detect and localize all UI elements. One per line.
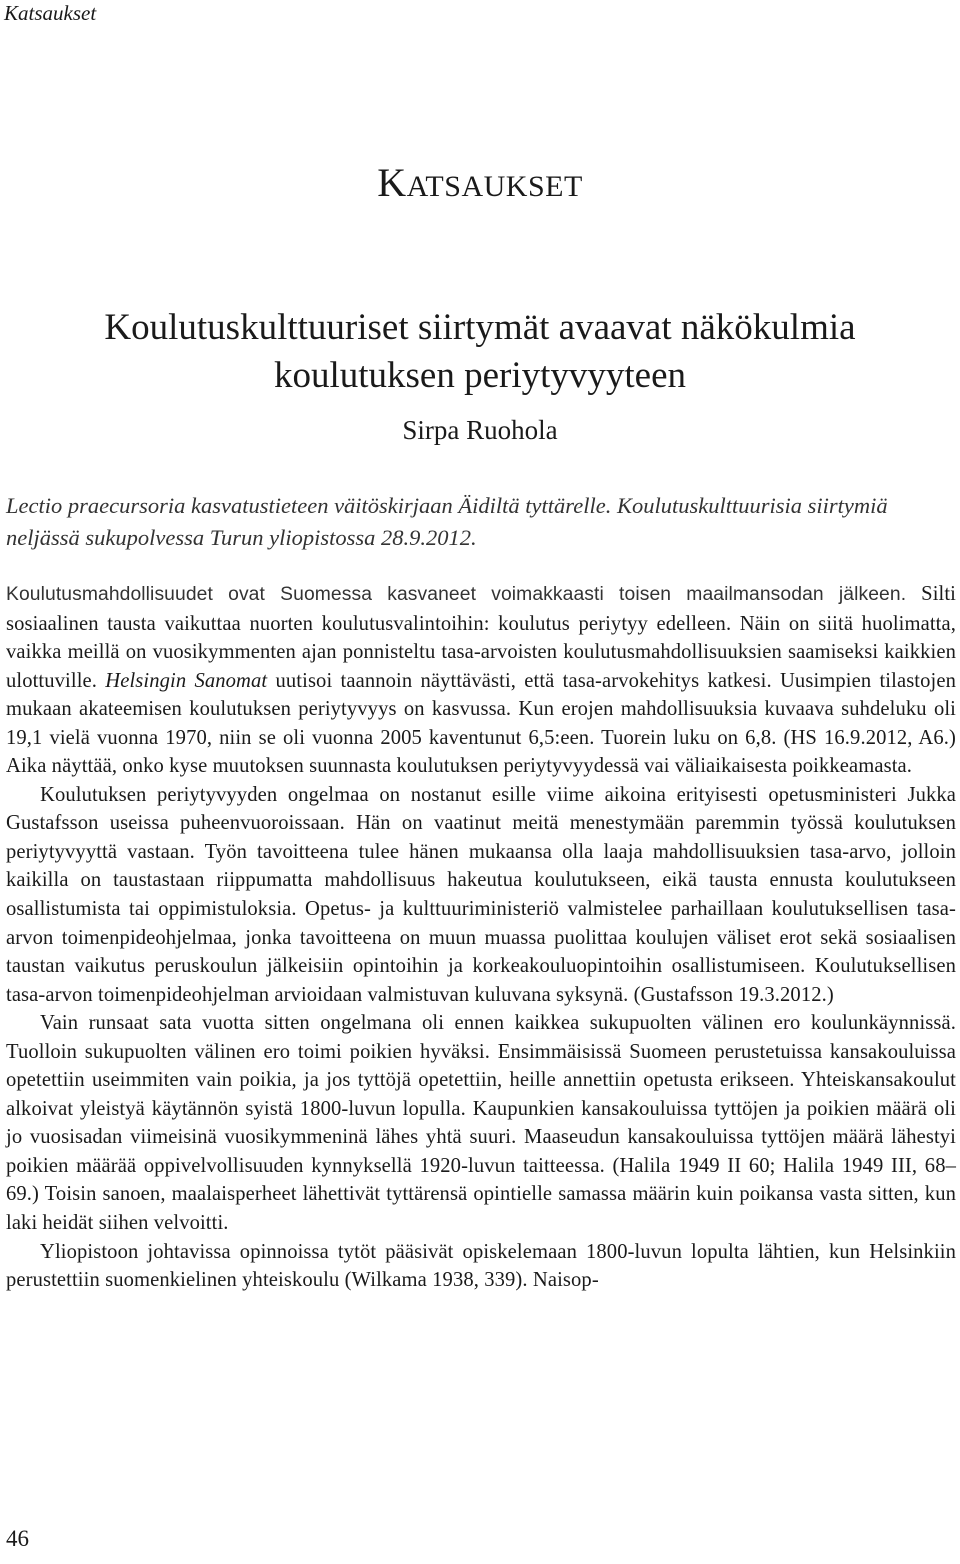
paragraph-1-text-b: uutisoi taannoin näyttävästi, että tasa-arvokehitys katkesi. Uusimpien tilastojen mukaan akateemisen koulutuksen periytyvyys on kasvussa. Kun erojen mahdollisuuksia kuvaava suhdeluku oli 19,1 vielä vuonna 1970, niin se oli vuonna 2005 kaventunut 6,5:een. Tuorein luku on 6,8. (HS 16.9.2012, A6.) Aika näyttää, onko kyse muutoksen suunnasta koulutuksen periytyvyydessä vai väliaikaisesta poikkeamasta. xyxy=(6,669,956,778)
paragraph-1 xyxy=(6,580,956,781)
section-title xyxy=(0,160,960,210)
section-title-initial: K xyxy=(377,160,407,205)
paragraph-1-text-a: Silti sosiaalinen tausta vaikuttaa nuorten koulutusvalintoihin: koulutus periytyy edelleen. Näin on siitä huolimatta, vaikka meillä on vuosikymmenten ajan ponnisteltu tasa-arvoisten koulutusmahdollisuuksien saamiseksi kaikkien ulottuville. xyxy=(6,583,956,692)
author-name: Sirpa Ruohola xyxy=(402,415,558,445)
newspaper-name: Helsingin Sanomat xyxy=(105,669,268,692)
article-title-line-1: Koulutuskulttuuriset siirtymät avaavat näkökulmia xyxy=(104,307,856,348)
paragraph-2: Koulutuksen periytyvyyden ongelmaa on nostanut esille viime aikoina erityisesti opetusministeri Jukka Gustafsson useissa puheenvuoroissaan. Hän on vaatinut meitä menestymään paremmin työssä koulutuksen periytyvyyttä vastaan. Työn tavoitteena tulee hänen mukaansa olla laaja mahdollisuuksien tasa-arvo, jolloin kaikilla on taustastaan riippumatta mahdollisuus hakeutua koulutukseen, eikä tausta ennusta koulutukseen osallistumista tai oppimistuloksia. Opetus- ja kulttuuriministeriö valmistelee parhaillaan koulutuksellisen tasa-arvon toimenpideohjelmaa, jonka tavoitteena on muun muassa puolittaa koulujen väliset erot sekä sosiaalisen taustan vaikutus peruskoulun jälkeisiin opintoihin ja korkeakouluopintoihin osallistumiseen. Koulutuksellisen tasa-arvon toimenpideohjelman arvioidaan valmistuvan kuluvana syksynä. (Gustafsson 19.3.2012.) xyxy=(6,783,956,1006)
section-title-rest: ATSAUKSET xyxy=(406,170,583,203)
paragraph-3: Vain runsaat sata vuotta sitten ongelmana oli ennen kaikkea sukupuolten välinen ero koulunkäynnissä. Tuolloin sukupuolten välinen ero toimi poikien hyväksi. Ensimmäisissä Suomeen perustetuissa kansakouluissa opetettiin useimmiten vain poikia, ja jos tyttöjä opetettiin, heille annettiin opetusta erikseen. Yhteiskansakoulut alkoivat yleistyä käytännön syistä 1800-luvun lopulla. Kaupunkien kansakouluissa tyttöjen ja poikien määrä oli jo vuosisadan viimeisinä vuosikymmeninä lähes yhtä suuri. Maaseudun kansakouluissa tyttöjen määrä lähestyi poikien määrää oppivelvollisuuden kynnyksellä 1920-luvun taitteessa. (Halila 1949 II 60; Halila 1949 III, 68–69.) Toisin sanoen, maalaisperheet lähettivät tyttärensä opintielle samassa määrin kuin poikansa vasta sitten, kun laki heidät siihen velvoitti. xyxy=(6,1012,956,1235)
article-subtitle: Lectio praecursoria kasvatustieteen väitöskirjaan Äidiltä tyttärelle. Koulutuskulttuurisia siirtymiä neljässä sukupolvessa Turun yliopistossa 28.9.2012. xyxy=(6,493,888,550)
paragraph-4: Yliopistoon johtavissa opinnoissa tytöt pääsivät opiskelemaan 1800-luvun lopulta lähtien, kun Helsinkiin perustettiin suomenkielinen yhteiskoulu (Wilkama 1938, 339). Naisop- xyxy=(6,1240,956,1292)
page-number: 46 xyxy=(6,1526,29,1551)
article-title xyxy=(0,304,960,400)
running-head: Katsaukset xyxy=(4,1,97,25)
article-title-line-2: koulutuksen periytyvyyteen xyxy=(273,355,687,396)
paragraph-1-lead: Koulutusmahdollisuudet ovat Suomessa kasvaneet voimakkaasti toisen maailmansodan jälkeen. xyxy=(6,584,907,605)
article-body xyxy=(6,580,956,1295)
